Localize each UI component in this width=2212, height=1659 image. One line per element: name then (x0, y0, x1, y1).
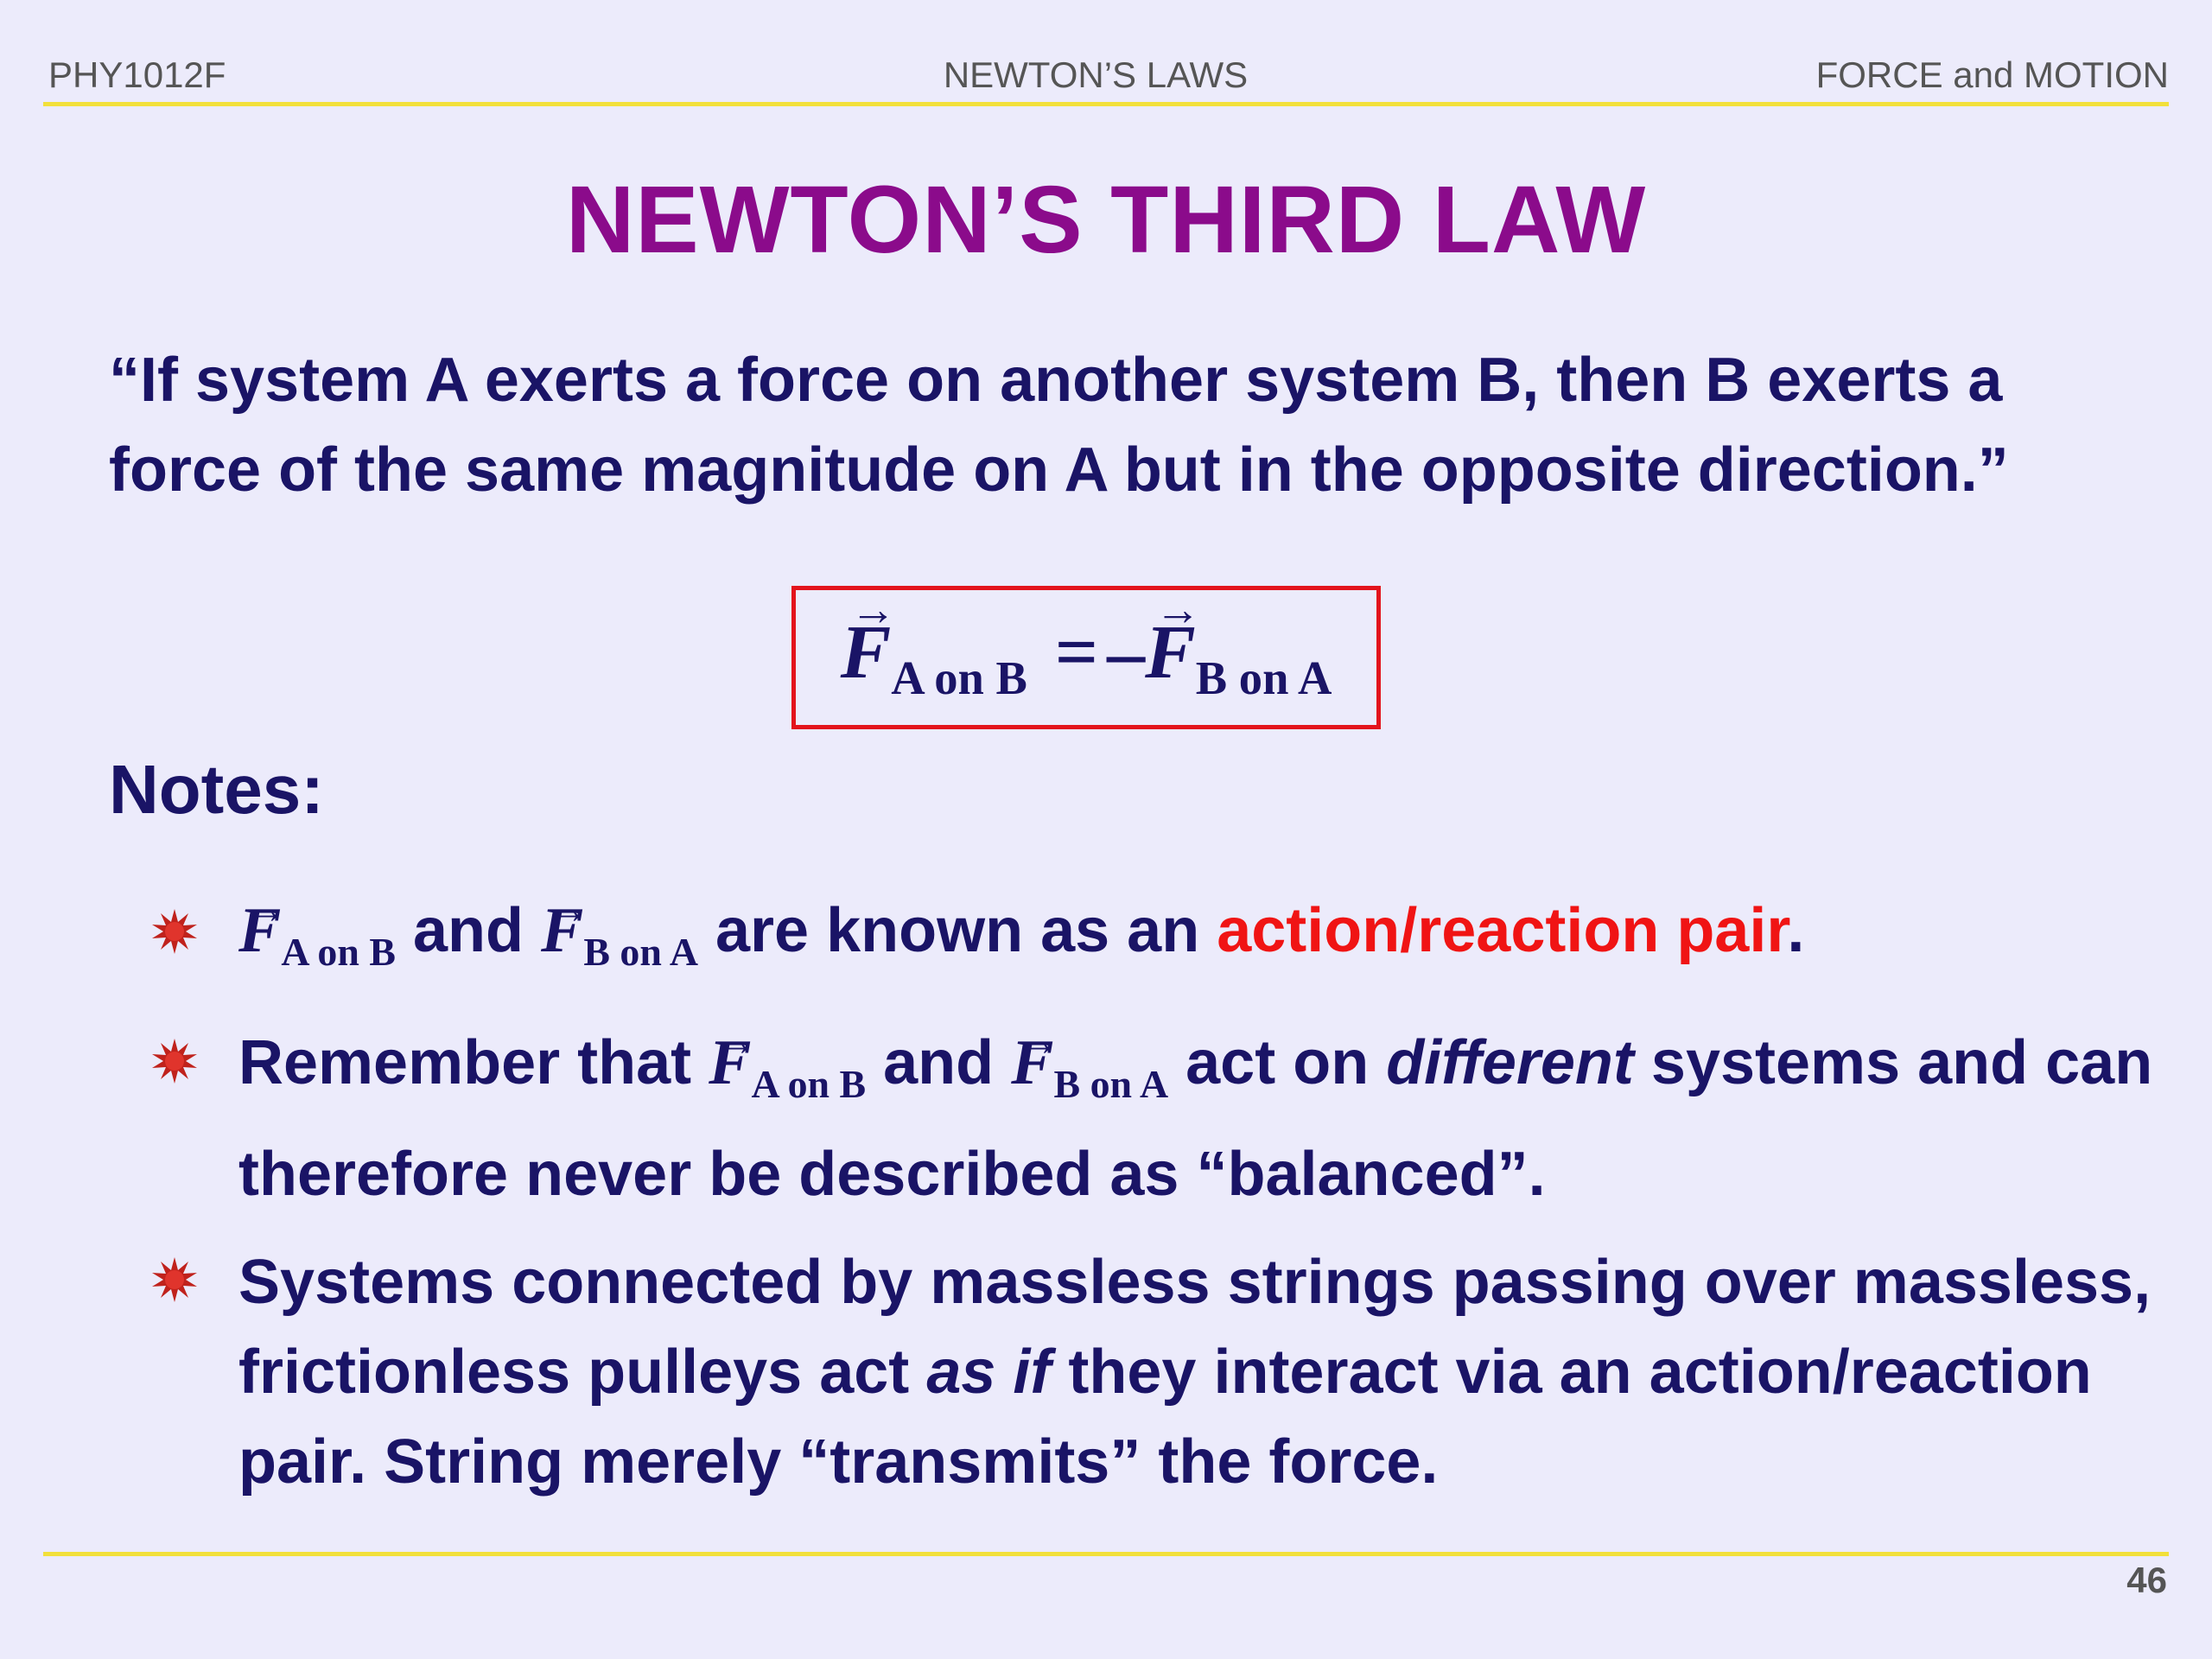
force-vector-symbol: → F (1145, 609, 1196, 696)
bullet-text-end: systems and can therefore never be described as “balanced”. (238, 1028, 2153, 1210)
header-left: PHY1012F (48, 54, 226, 95)
top-rule (43, 102, 2169, 106)
formula-inline (541, 895, 698, 975)
bullet-text: are known as an (715, 896, 1200, 965)
formula-inline (709, 1027, 867, 1107)
formula (841, 609, 1332, 705)
force-vector-symbol: → F (541, 886, 583, 976)
bullet-item-action-reaction (238, 886, 2174, 997)
force-vector-symbol: → F (709, 1018, 751, 1108)
bullet-item-pulleys (238, 1237, 2174, 1507)
header-right: FORCE and MOTION (1815, 54, 2169, 95)
bullet-text-start: Remember that (238, 1028, 692, 1097)
quote-text: “If system A exerts a force on another system B, then B exerts a force of the same magnitude on A but in the opposite direction.” (109, 346, 2009, 505)
force-vector-symbol: → F (238, 886, 281, 976)
header-center: NEWTON’S LAWS (943, 54, 1249, 95)
page-number: 46 (2126, 1560, 2167, 1600)
bullet-text-end: . (1787, 896, 1805, 965)
bullet-text-and: and (883, 1028, 995, 1097)
formula-inline (238, 895, 396, 975)
notes-label: Notes: (109, 751, 324, 828)
formula-box (791, 586, 1381, 729)
bottom-rule (43, 1552, 2169, 1556)
bullet-item-different-systems (238, 1018, 2174, 1219)
formula-inline (1011, 1027, 1169, 1107)
starburst-bullet-icon (150, 907, 199, 956)
force-vector-symbol: → F (1011, 1018, 1053, 1108)
starburst-bullet-icon (150, 1037, 199, 1085)
bullet-text-end: they interact via an action/reaction pair. String merely “transmits” the force. (238, 1338, 2092, 1497)
highlight-text: action/reaction pair (1217, 896, 1788, 965)
formula-subscript-a-on-b: A on B (891, 652, 1027, 705)
emphasis-text: as if (926, 1338, 1052, 1407)
starburst-bullet-icon (150, 1255, 199, 1304)
bullet-text-and: and (412, 896, 524, 965)
subscript-a-on-b: A on B (751, 1062, 867, 1107)
equals-sign: = (1054, 611, 1099, 696)
bullet-text-mid: act on (1185, 1028, 1370, 1097)
minus-sign: – (1107, 611, 1146, 696)
formula-subscript-b-on-a: B on A (1195, 652, 1332, 705)
slide-title: NEWTON’S THIRD LAW (565, 167, 1647, 273)
bullet-text-start: Systems connected by massless strings passing over massless, frictionless pulleys act (238, 1248, 2152, 1407)
force-vector-symbol: → F (841, 609, 892, 696)
subscript-b-on-a: B on A (1053, 1062, 1169, 1107)
subscript-a-on-b: A on B (281, 930, 396, 975)
emphasis-text: different (1386, 1028, 1634, 1097)
subscript-b-on-a: B on A (583, 930, 698, 975)
